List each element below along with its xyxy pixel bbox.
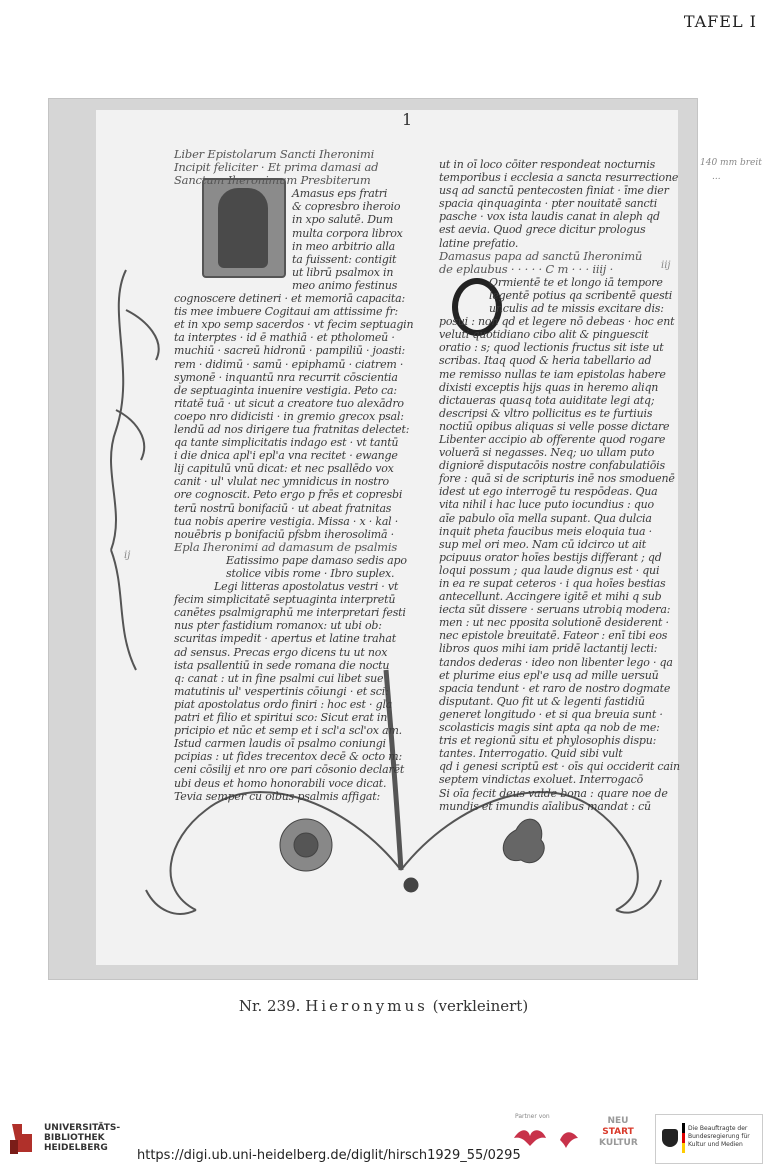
text-line: iecta sūt dissere · seruans utrobiq modera: xyxy=(439,603,671,617)
text-line: ore cognoscit. Peto ergo p frēs et copresbi xyxy=(174,488,403,502)
text-line: dictaueras quasq tota auiditate legi atq; xyxy=(439,393,655,407)
text-line: Ormientē te et longo iā tempore xyxy=(489,275,663,289)
text-line: pasche · vox ista laudis canat in aleph qd xyxy=(439,210,660,224)
text-line: pcipias : ut fides trecentox decē & octo m: xyxy=(174,750,403,764)
text-line: pricipio et nūc et semp et i scl'a scl'ox am. xyxy=(174,724,402,738)
manuscript-plate xyxy=(48,98,698,980)
text-line: tis mee imbuere Cogitaui am attissime fr: xyxy=(174,305,399,319)
caption-number: Nr. 239. xyxy=(238,997,301,1015)
text-line: est aevia. Quod grece dicitur prologus xyxy=(439,223,646,237)
text-line: ceni cōsilij et nro ore pari cōsonio declarēt xyxy=(174,763,405,777)
text-line: et plurime eius epl'e usq ad mille uersuū xyxy=(439,668,659,682)
text-line: ista psallentiū in sede romana die noctu xyxy=(174,658,390,672)
text-line: libros quos mihi iam pridē lactantij lecti: xyxy=(439,642,658,656)
text-line: temporibus i ecclesia a sancta resurrectione xyxy=(439,171,679,185)
text-line: noctiū opibus aliquas si velle posse dictare xyxy=(439,419,670,433)
text-line: posui : non qd et legere nō debeas · hoc ent xyxy=(439,315,675,329)
text-line: digniorē disputacōis nostre confabulatiōis xyxy=(439,459,665,473)
text-line: mundis et imundis aīalibus mandat : cū xyxy=(439,799,651,813)
text-line: meo animo festinus xyxy=(292,278,398,292)
text-line: de eplaubus · · · · · C m · · · iiij · xyxy=(439,261,614,276)
text-line: inquit pheta faucibus meis eloquia tua · xyxy=(439,524,652,538)
text-line: veluti quotidiano cibo alit & pinguescit xyxy=(439,328,649,342)
margin-note-rubric-number: iij xyxy=(661,260,671,271)
left-text-column xyxy=(174,148,442,803)
pencil-note-ref: ... xyxy=(712,172,721,182)
text-line: rem · didimū · samū · epiphamū · ciatrem · xyxy=(174,357,404,371)
text-line: scuritas impedit · apertus et latine trahat xyxy=(174,632,397,646)
manuscript-page xyxy=(96,110,678,965)
text-line: ad sensus. Precas ergo dicens tu ut nox xyxy=(174,645,388,659)
text-line: latine prefatio. xyxy=(439,236,519,250)
text-line: Libenter accipio ab offerente quod rogare xyxy=(439,432,666,446)
text-line: & copresbro iheroio xyxy=(292,200,401,214)
margin-note-left-mark: ij xyxy=(124,550,131,561)
text-line: lij capitulū vnū dicat: et nec psallēdo vox xyxy=(174,462,394,476)
right-text-column xyxy=(439,158,680,813)
text-line: voluerā si negasses. Neq; uo ullam puto xyxy=(439,446,655,460)
text-line: tantes. Interrogatio. Quid sibi vult xyxy=(439,747,623,761)
text-line: disputant. Quo fit ut & legenti fastidiū xyxy=(439,694,645,708)
bkm-logo: Die Beauftragte der Bundesregierung für Kultur und Medien xyxy=(655,1114,763,1164)
text-line: symonē · inquantū nra recurrit cōscientia xyxy=(174,370,398,384)
text-line: stolice vibis rome · Ibro suplex. xyxy=(226,567,395,580)
text-line: scribas. Itaq quod & heria tabellario ad xyxy=(439,354,652,368)
text-line: unculis ad te missis excitare dis: xyxy=(489,302,664,316)
text-line: tua nobis aperire vestigia. Missa · x · kal · xyxy=(174,514,399,528)
text-line: Epla Iheronimi ad damasum de psalmis xyxy=(174,539,398,554)
text-line: muchiū · sacreū hidronū · pampiliū · joasti: xyxy=(174,344,406,358)
text-line: ta interptes · id ē mathiā · et ptholomeū · xyxy=(174,331,395,345)
document-url-link[interactable]: https://digi.ub.uni-heidelberg.de/diglit/hirsch1929_55/0295 xyxy=(137,1148,521,1163)
text-line: septem vindictas exoluet. Interrogacō xyxy=(439,773,644,787)
text-line: men : ut nec pposita solutionē desiderent · xyxy=(439,616,669,630)
pencil-note-width: 140 mm breit xyxy=(700,158,762,168)
text-line: multa corpora librox xyxy=(292,226,403,240)
university-library-logo-icon xyxy=(8,1120,38,1156)
text-line: fore : quā si de scripturis inē nos smoduenē xyxy=(439,472,675,486)
text-line: pcipuus orator hoīes bestijs differant ; qd xyxy=(439,550,662,564)
partner-logo-icon xyxy=(556,1124,582,1150)
caption-name: Hieronymus xyxy=(305,997,428,1015)
text-line: loqui possum ; qua laude dignus est · qui xyxy=(439,563,660,577)
text-line: Istud carmen laudis oī psalmo coniungi xyxy=(174,737,386,751)
digitization-footer xyxy=(0,1110,767,1167)
library-name: UNIVERSITÄTS- BIBLIOTHEK HEIDELBERG xyxy=(44,1123,121,1153)
text-line: nec epistole breuitatē. Fateor : enī tibi eos xyxy=(439,629,668,643)
text-line: aīe pabulo oīa mella supant. Qua dulcia xyxy=(439,511,652,525)
text-line: ritatē tuā · ut sicut a creatore tuo alexādro xyxy=(174,396,404,410)
text-line: patri et filio et spiritui sco: Sicut erat in xyxy=(174,711,388,725)
text-line: Legi litteras apostolatus vestri · vt xyxy=(214,580,399,594)
text-line: q: canat : ut in fine psalmi cui libet sue xyxy=(174,671,384,685)
text-line: canētes psalmigraphū me interpretari festi xyxy=(174,606,406,620)
text-line: generet longitudo · et si qua breuia sunt · xyxy=(439,707,663,721)
text-line: ut librū psalmox in xyxy=(292,265,394,279)
text-line: ut in oī loco cōiter respondeat nocturnis xyxy=(439,158,656,171)
text-line: ubi deus et homo honorabili voce dicat. xyxy=(174,776,387,790)
text-line: antecellunt. Accingere igitē et mihi q sub xyxy=(439,590,662,604)
text-line: tris et regionū situ et phylosophis dispu: xyxy=(439,734,657,748)
caption-note: (verkleinert) xyxy=(432,997,529,1015)
text-line: fecim simplicitatē septuaginta interpretū xyxy=(174,593,396,607)
text-line: Sanctum Iheronimum Presbiterum xyxy=(174,173,371,188)
text-line: canit · ul' vlulat nec ymnidicus in nostro xyxy=(174,475,389,489)
text-line: usq ad sanctū pentecosten finiat · īme dier xyxy=(439,184,669,198)
text-line: Si oīa fecit deus valde bona : quare noe de xyxy=(439,786,668,800)
text-line: spacia qinquaginta · pter nouitatē sancti xyxy=(439,197,658,211)
text-line: ta fuissent: contigit xyxy=(292,252,397,266)
text-line: in xpo salutē. Dum xyxy=(292,213,393,227)
text-line: dixisti exceptis hijs quas in heremo aliqn xyxy=(439,380,659,394)
text-line: Damasus papa ad sanctū Iheronimū xyxy=(439,248,643,263)
plate-caption xyxy=(0,997,767,1015)
text-line: terū nostrū bonifaciū · ut abeat fratnitas xyxy=(174,501,392,515)
text-line: idest ut ego interrogē tu respōdeas. Qua xyxy=(439,485,658,499)
federal-eagle-icon xyxy=(662,1129,678,1147)
text-line: sup mel ori meo. Nam cū idcirco ut ait xyxy=(439,537,647,551)
text-line: nus pter fastidium romanox: ut ubi ob: xyxy=(174,619,382,633)
text-line: legentē potius qa scribentē questi xyxy=(489,288,673,302)
text-line: in meo arbitrio alla xyxy=(292,239,396,253)
text-line: i die dnica apl'i epl'a vna recitet · ewange xyxy=(174,449,398,463)
text-line: scolasticis magis sint apta qa nob de me: xyxy=(439,721,660,735)
text-line: tandos dederas · ideo non libenter lego · qa xyxy=(439,655,673,669)
text-line: vita nihil i hac luce puto iocundius : quo xyxy=(439,498,654,512)
text-line: Tevia semper cū oibus psalmis affigat: xyxy=(174,789,381,803)
text-line: matutinis ul' vespertinis cōiungi · et sci: xyxy=(174,684,389,698)
text-line: qa tante simplicitatis indago est · vt tantū xyxy=(174,436,399,450)
text-line: de septuaginta inuenire vestigia. Peto ca: xyxy=(174,383,397,397)
partner-label: Partner von xyxy=(515,1113,550,1120)
flag-stripe-icon xyxy=(682,1123,685,1153)
text-line: lendū ad nos dirigere tua fratnitas delectet: xyxy=(174,422,410,436)
text-line: piat apostolatus ordo finiri : hoc est · gla xyxy=(174,697,393,711)
text-line: Amasus eps fratri xyxy=(292,187,388,201)
text-line: coepo nro didicisti · in gremio grecox psal: xyxy=(174,409,404,423)
text-line: Incipit feliciter · Et prima damasi ad xyxy=(174,160,379,175)
text-line: me remisso nullas te iam epistolas habere xyxy=(439,367,666,381)
plate-label: TAFEL I xyxy=(683,12,757,31)
folio-number: 1 xyxy=(402,110,413,129)
text-line: cognoscere detineri · et memoriā capacita: xyxy=(174,292,405,306)
text-line: Eatissimo pape damaso sedis apo xyxy=(226,553,407,567)
text-line: qd i genesi scriptū est · oīs qui occiderit cain xyxy=(439,760,680,774)
text-line: in ea re supat ceteros · i qua hoīes bestias xyxy=(439,577,666,590)
ddb-logo-icon xyxy=(512,1124,548,1150)
text-line: spacia tendunt · et raro de nostro dogmate xyxy=(439,681,671,695)
text-line: Liber Epistolarum Sancti Iheronimi xyxy=(174,147,375,161)
neustart-kultur-logo: NEU START KULTUR xyxy=(599,1116,638,1148)
text-line: nouēbris p bonifaciū pfsbm iherosolimā · xyxy=(174,527,394,541)
text-line: et in xpo semp sacerdos · vt fecim septuagin xyxy=(174,318,414,332)
text-line: oratio : s; quod lectionis fructus sit iste ut xyxy=(439,341,664,355)
text-line: descripsi & vltro pollicitus es te furtiuis xyxy=(439,406,653,420)
